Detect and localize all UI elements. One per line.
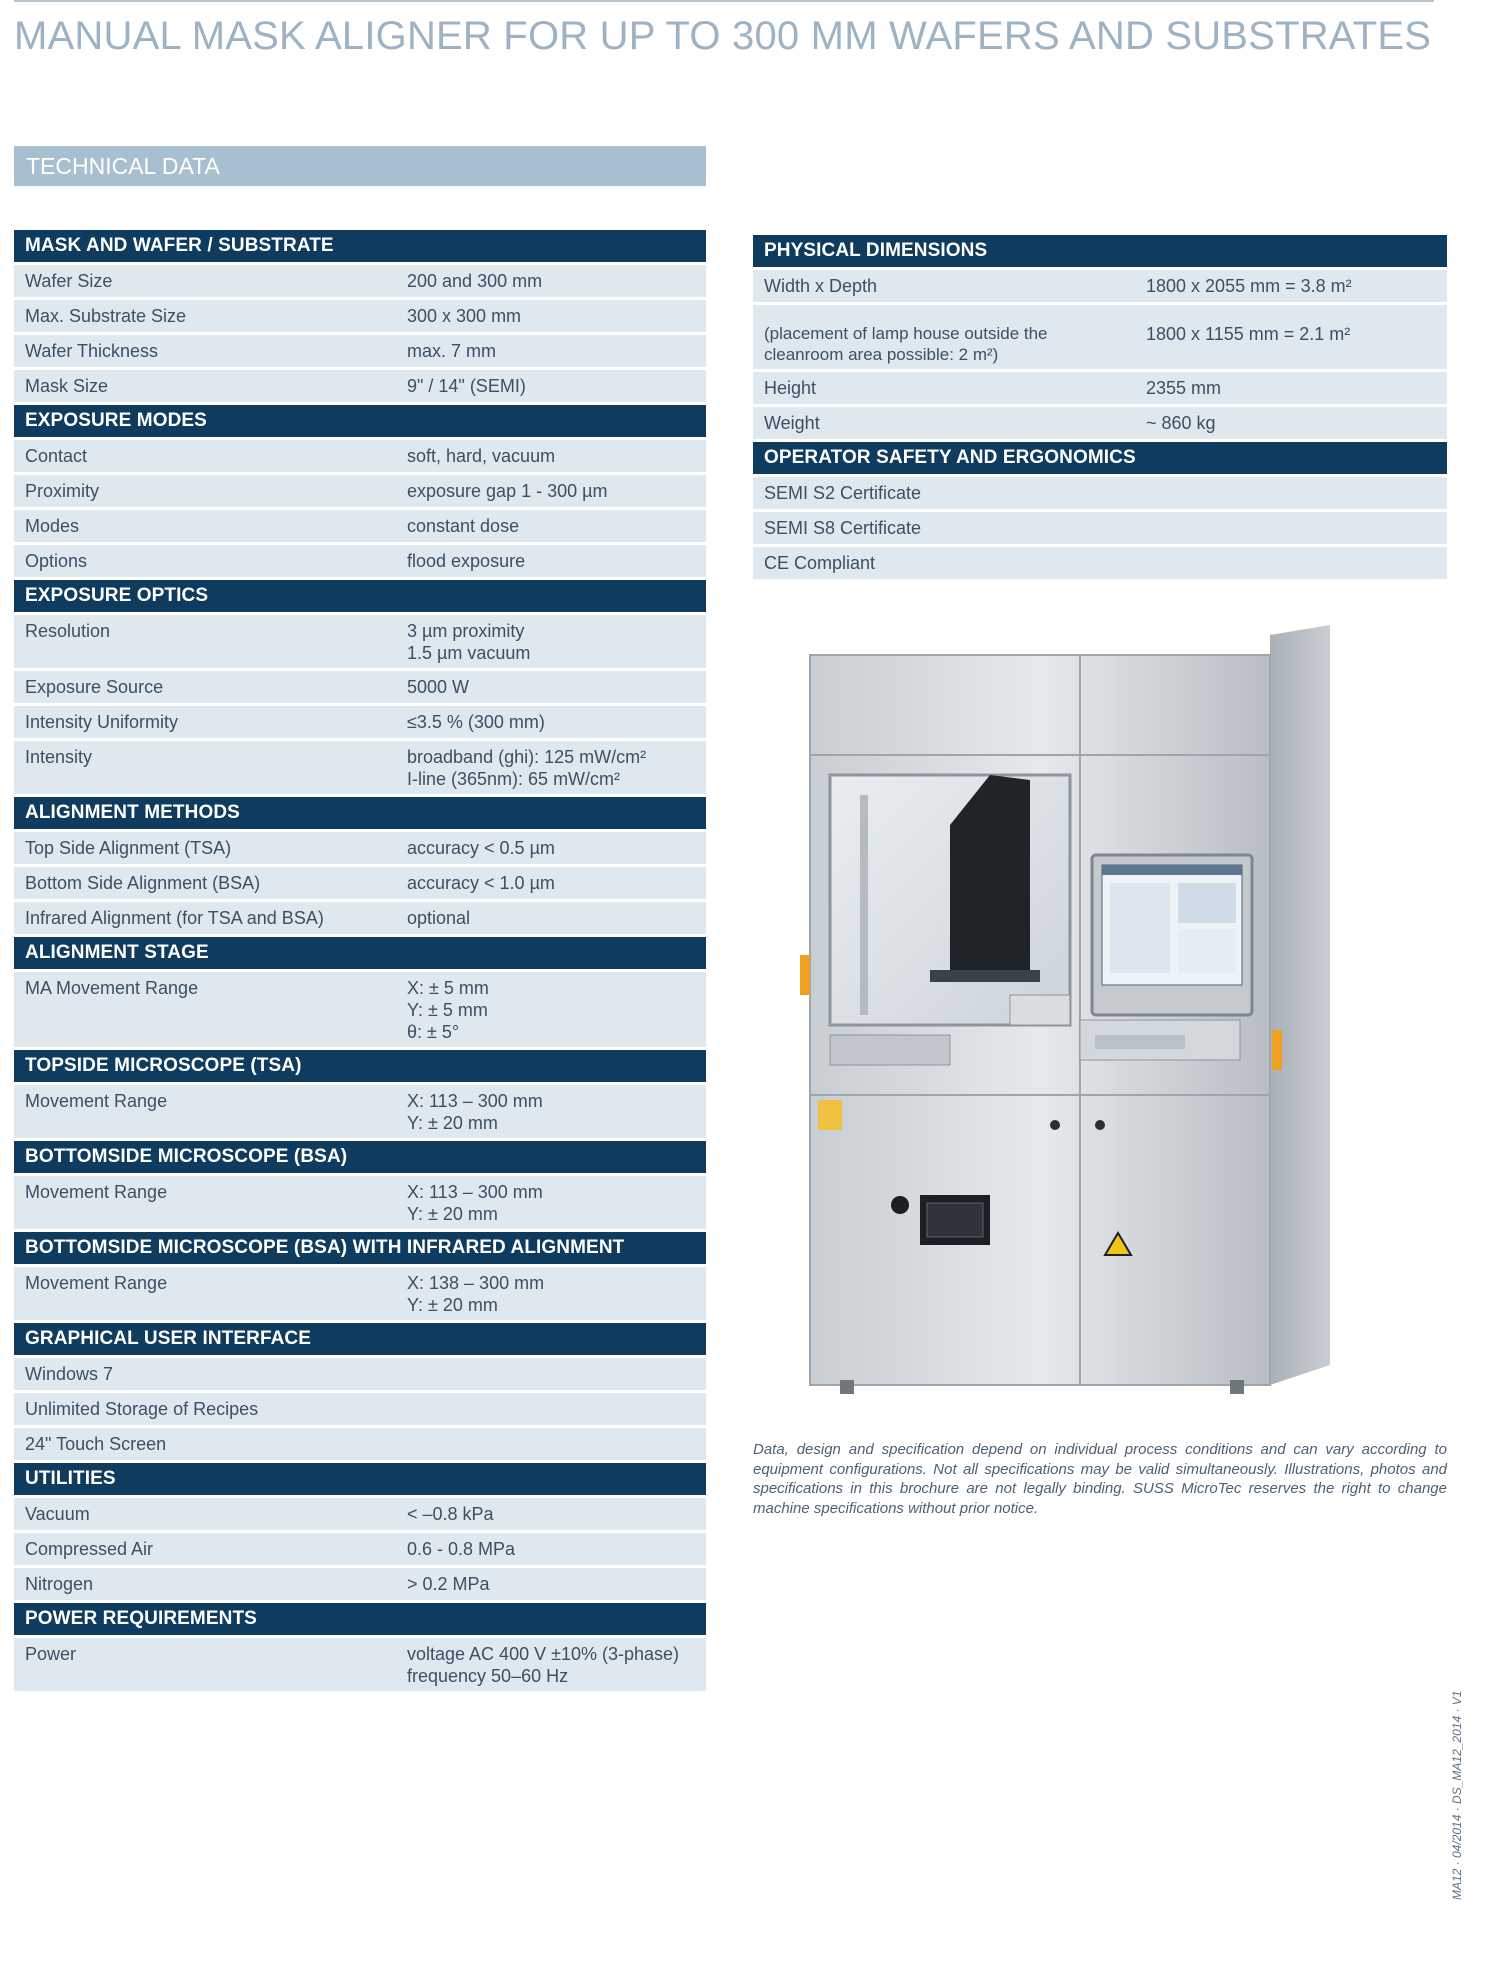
spec-row [14,440,706,472]
spec-value: 200 and 300 mm [407,271,543,291]
spec-label: (placement of lamp house outside the cleanroom area possible: 2 m²) [764,324,1048,364]
section-header-graphical-user-interface: GRAPHICAL USER INTERFACE [14,1323,706,1355]
section-header-alignment-methods: ALIGNMENT METHODS [14,797,706,829]
spec-row [14,706,706,738]
spec-label: Movement Range [25,1182,168,1202]
spec-label: Wafer Size [25,271,113,291]
spec-row [14,1358,706,1390]
spec-label: Weight [764,413,820,433]
technical-data-banner: TECHNICAL DATA [14,146,706,186]
spec-row [753,270,1447,302]
spec-label: Bottom Side Alignment (BSA) [25,873,261,893]
spec-label: SEMI S2 Certificate [764,483,922,503]
section-header-exposure-optics: EXPOSURE OPTICS [14,580,706,612]
spec-row [753,477,1447,509]
spec-label: Wafer Thickness [25,341,159,361]
spec-label: Movement Range [25,1091,168,1111]
spec-value: soft, hard, vacuum [407,446,556,466]
spec-row [14,1267,706,1320]
spec-value: 1800 x 2055 mm = 3.8 m² [1146,276,1352,296]
right-spec-column [753,235,1447,582]
spec-label: Exposure Source [25,677,164,697]
section-header-exposure-modes: EXPOSURE MODES [14,405,706,437]
spec-label: Modes [25,516,80,536]
spec-label: Options [25,551,88,571]
spec-value: 1800 x 1155 mm = 2.1 m² [1146,324,1351,344]
spec-row [14,265,706,297]
spec-row [14,335,706,367]
spec-value: ~ 860 kg [1146,413,1216,433]
spec-row [753,547,1447,579]
spec-value: max. 7 mm [407,341,497,361]
spec-label: Resolution [25,621,111,641]
spec-row [14,902,706,934]
spec-value: X: 113 – 300 mm Y: ± 20 mm [407,1182,543,1224]
spec-value: < –0.8 kPa [407,1504,494,1524]
spec-value: 9" / 14" (SEMI) [407,376,526,396]
spec-row [753,512,1447,544]
disclaimer-text: Data, design and specification depend on individual process conditions and can vary according to equipment configurations. Not all specifications may be valid simultaneously. Illustrations, photos and specifications in this brochure are not legally binding. SUSS MicroTec reserves the right to change machine specifications without prior notice. [753,1441,1447,1517]
section-header-utilities: UTILITIES [14,1463,706,1495]
spec-value: X: ± 5 mm Y: ± 5 mm θ: ± 5° [407,978,489,1042]
spec-label: Nitrogen [25,1574,94,1594]
spec-label: Vacuum [25,1504,90,1524]
document-code: MA12 · 04/2014 · DS_MA12_2014 · V1 [1450,1690,1464,1900]
spec-row [14,832,706,864]
spec-label: Windows 7 [25,1364,114,1384]
spec-label: Top Side Alignment (TSA) [25,838,232,858]
section-header-topside-microscope-tsa: TOPSIDE MICROSCOPE (TSA) [14,1050,706,1082]
spec-value: X: 113 – 300 mm Y: ± 20 mm [407,1091,543,1133]
spec-value: voltage AC 400 V ±10% (3-phase) frequency 50–60 Hz [407,1644,680,1686]
mask-aligner-machine-photo [800,625,1360,1405]
spec-row [14,1533,706,1565]
section-header-power-requirements: POWER REQUIREMENTS [14,1603,706,1635]
spec-label: Mask Size [25,376,109,396]
spec-row [14,671,706,703]
spec-row [753,372,1447,404]
spec-row [14,300,706,332]
spec-label: Unlimited Storage of Recipes [25,1399,259,1419]
section-header-operator-safety-and-ergonomics: OPERATOR SAFETY AND ERGONOMICS [753,442,1447,474]
spec-label: Proximity [25,481,100,501]
section-header-bottomside-microscope-bsa-with-infrared-alignment: BOTTOMSIDE MICROSCOPE (BSA) WITH INFRARED ALIGNMENT [14,1232,706,1264]
spec-row [14,370,706,402]
spec-row [14,510,706,542]
spec-row [14,741,706,794]
section-header-mask-and-wafer-substrate: MASK AND WAFER / SUBSTRATE [14,230,706,262]
spec-label: Height [764,378,817,398]
spec-row [14,1393,706,1425]
spec-row [14,1176,706,1229]
spec-value: 2355 mm [1146,378,1222,398]
spec-row [753,305,1447,369]
spec-row [14,867,706,899]
spec-row [14,615,706,668]
top-rule [14,0,1434,2]
spec-label: Movement Range [25,1273,168,1293]
spec-label: Width x Depth [764,276,878,296]
spec-value: flood exposure [407,551,526,571]
spec-value: accuracy < 0.5 µm [407,838,555,858]
spec-value: exposure gap 1 - 300 µm [407,481,608,501]
spec-row [14,545,706,577]
spec-label: Compressed Air [25,1539,154,1559]
section-header-alignment-stage: ALIGNMENT STAGE [14,937,706,969]
spec-row [14,475,706,507]
spec-label: Intensity [25,747,93,767]
spec-label: 24" Touch Screen [25,1434,167,1454]
spec-row [14,1498,706,1530]
left-spec-column [14,230,706,1694]
spec-value: accuracy < 1.0 µm [407,873,555,893]
spec-row [14,1085,706,1138]
spec-value: 300 x 300 mm [407,306,522,326]
spec-row [14,1428,706,1460]
spec-value: 3 µm proximity 1.5 µm vacuum [407,621,531,663]
spec-value: constant dose [407,516,520,536]
spec-value: X: 138 – 300 mm Y: ± 20 mm [407,1273,545,1315]
spec-value: 5000 W [407,677,470,697]
spec-label: Max. Substrate Size [25,306,187,326]
spec-value: 0.6 - 0.8 MPa [407,1539,516,1559]
spec-value: broadband (ghi): 125 mW/cm² I-line (365nm): 65 mW/cm² [407,747,647,789]
spec-label: MA Movement Range [25,978,199,998]
spec-row [753,407,1447,439]
spec-value: optional [407,908,471,928]
spec-value: ≤3.5 % (300 mm) [407,712,545,732]
spec-label: Power [25,1644,77,1664]
spec-label: Infrared Alignment (for TSA and BSA) [25,908,324,928]
spec-label: CE Compliant [764,553,876,573]
spec-label: Intensity Uniformity [25,712,179,732]
section-header-bottomside-microscope-bsa: BOTTOMSIDE MICROSCOPE (BSA) [14,1141,706,1173]
spec-row [14,972,706,1047]
spec-label: Contact [25,446,88,466]
spec-value: > 0.2 MPa [407,1574,490,1594]
spec-row [14,1568,706,1600]
page-title: MANUAL MASK ALIGNER FOR UP TO 300 MM WAFERS AND SUBSTRATES [14,14,1432,58]
section-header-physical-dimensions: PHYSICAL DIMENSIONS [753,235,1447,267]
spec-row [14,1638,706,1691]
spec-label: SEMI S8 Certificate [764,518,922,538]
